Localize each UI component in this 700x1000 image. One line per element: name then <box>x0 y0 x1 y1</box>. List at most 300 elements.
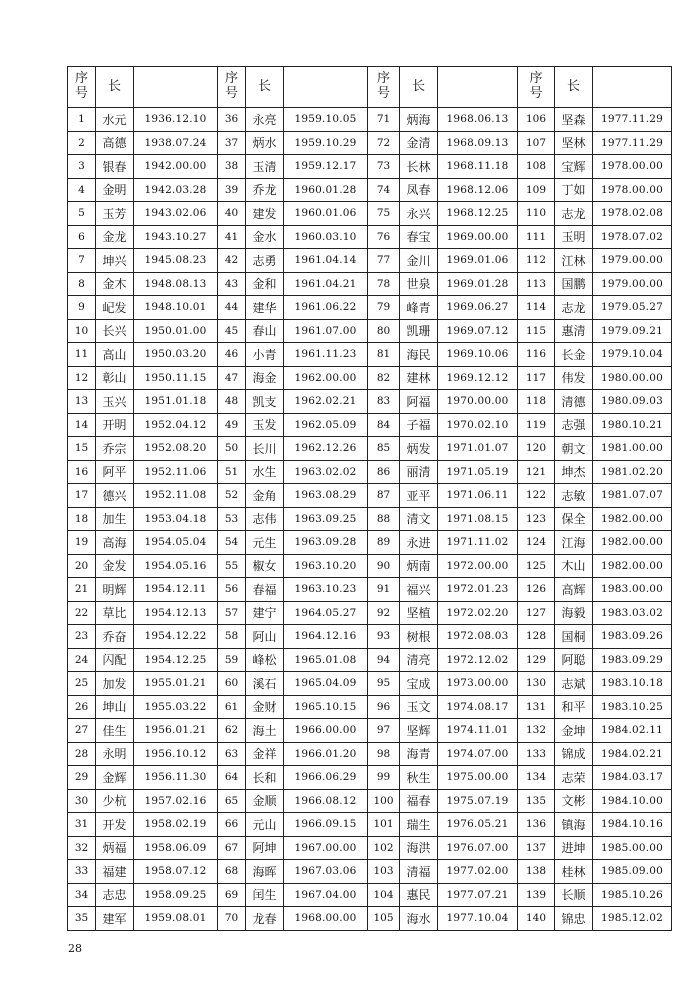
index-cell: 32 <box>68 836 96 860</box>
name-cell: 锦成 <box>555 742 593 766</box>
index-cell: 9 <box>68 296 96 320</box>
data-table <box>67 66 672 931</box>
table-row <box>68 578 672 602</box>
index-cell: 49 <box>218 413 246 437</box>
date-cell: 1950.01.00 <box>134 319 218 343</box>
name-cell: 玉芳 <box>96 202 134 226</box>
table-row <box>68 178 672 202</box>
table-row <box>68 742 672 766</box>
date-cell: 1959.10.05 <box>284 108 368 132</box>
name-cell: 长川 <box>246 437 284 461</box>
index-cell: 127 <box>518 601 555 625</box>
index-cell: 130 <box>518 672 555 696</box>
date-cell: 1950.11.15 <box>134 366 218 390</box>
name-cell: 志敏 <box>555 484 593 508</box>
name-cell: 江海 <box>555 531 593 555</box>
date-cell: 1964.12.16 <box>284 625 368 649</box>
date-cell: 1983.09.26 <box>593 625 672 649</box>
name-cell: 海金 <box>246 366 284 390</box>
name-cell: 峰青 <box>400 296 438 320</box>
index-cell: 80 <box>368 319 400 343</box>
date-cell: 1954.05.16 <box>134 554 218 578</box>
name-cell: 瑞生 <box>400 813 438 837</box>
table-row <box>68 108 672 132</box>
index-cell: 104 <box>368 883 400 907</box>
date-cell: 1961.06.22 <box>284 296 368 320</box>
name-cell: 坚林 <box>555 131 593 155</box>
date-cell: 1951.01.18 <box>134 390 218 414</box>
date-cell: 1955.03.22 <box>134 695 218 719</box>
table-row <box>68 131 672 155</box>
date-cell: 1977.02.00 <box>438 860 518 884</box>
header-date <box>593 67 672 108</box>
name-cell: 长和 <box>246 766 284 790</box>
header-index: 序 号 <box>368 67 400 108</box>
date-cell: 1984.10.16 <box>593 813 672 837</box>
index-cell: 109 <box>518 178 555 202</box>
index-cell: 84 <box>368 413 400 437</box>
date-cell: 1966.08.12 <box>284 789 368 813</box>
name-cell: 炳海 <box>400 108 438 132</box>
name-cell: 木山 <box>555 554 593 578</box>
header-date <box>438 67 518 108</box>
name-cell: 龙春 <box>246 907 284 931</box>
name-cell: 少杭 <box>96 789 134 813</box>
index-cell: 128 <box>518 625 555 649</box>
index-cell: 102 <box>368 836 400 860</box>
index-cell: 66 <box>218 813 246 837</box>
index-cell: 120 <box>518 437 555 461</box>
name-cell: 建发 <box>246 202 284 226</box>
name-cell: 金木 <box>96 272 134 296</box>
name-cell: 永明 <box>96 742 134 766</box>
name-cell: 金龙 <box>96 225 134 249</box>
name-cell: 佳生 <box>96 719 134 743</box>
index-cell: 27 <box>68 719 96 743</box>
index-cell: 2 <box>68 131 96 155</box>
name-cell: 长顺 <box>555 883 593 907</box>
index-cell: 78 <box>368 272 400 296</box>
header-name: 长 <box>555 67 593 108</box>
name-cell: 海民 <box>400 343 438 367</box>
index-cell: 125 <box>518 554 555 578</box>
index-cell: 39 <box>218 178 246 202</box>
header-index: 序 号 <box>218 67 246 108</box>
name-cell: 炳南 <box>400 554 438 578</box>
index-cell: 7 <box>68 249 96 273</box>
name-cell: 加生 <box>96 507 134 531</box>
name-cell: 春福 <box>246 578 284 602</box>
name-cell: 溪石 <box>246 672 284 696</box>
header-index: 序 号 <box>518 67 555 108</box>
date-cell: 1952.04.12 <box>134 413 218 437</box>
index-cell: 56 <box>218 578 246 602</box>
index-cell: 107 <box>518 131 555 155</box>
name-cell: 朝文 <box>555 437 593 461</box>
date-cell: 1962.02.21 <box>284 390 368 414</box>
index-cell: 139 <box>518 883 555 907</box>
name-cell: 玉清 <box>246 155 284 179</box>
name-cell: 金顺 <box>246 789 284 813</box>
name-cell: 镇海 <box>555 813 593 837</box>
index-cell: 85 <box>368 437 400 461</box>
date-cell: 1938.07.24 <box>134 131 218 155</box>
table-row <box>68 554 672 578</box>
table-row <box>68 672 672 696</box>
table-row <box>68 249 672 273</box>
date-cell: 1942.03.28 <box>134 178 218 202</box>
date-cell: 1974.07.00 <box>438 742 518 766</box>
index-cell: 46 <box>218 343 246 367</box>
name-cell: 树根 <box>400 625 438 649</box>
index-cell: 18 <box>68 507 96 531</box>
date-cell: 1967.00.00 <box>284 836 368 860</box>
index-cell: 135 <box>518 789 555 813</box>
name-cell: 长兴 <box>96 319 134 343</box>
index-cell: 1 <box>68 108 96 132</box>
date-cell: 1971.06.11 <box>438 484 518 508</box>
header-date <box>134 67 218 108</box>
index-cell: 94 <box>368 648 400 672</box>
index-cell: 59 <box>218 648 246 672</box>
index-cell: 137 <box>518 836 555 860</box>
table-row <box>68 648 672 672</box>
table-row <box>68 366 672 390</box>
date-cell: 1971.01.07 <box>438 437 518 461</box>
name-cell: 锦忠 <box>555 907 593 931</box>
index-cell: 26 <box>68 695 96 719</box>
name-cell: 江林 <box>555 249 593 273</box>
name-cell: 闪配 <box>96 648 134 672</box>
index-cell: 100 <box>368 789 400 813</box>
name-cell: 玉文 <box>400 695 438 719</box>
date-cell: 1957.02.16 <box>134 789 218 813</box>
date-cell: 1983.09.29 <box>593 648 672 672</box>
date-cell: 1954.05.04 <box>134 531 218 555</box>
date-cell: 1968.12.25 <box>438 202 518 226</box>
name-cell: 小青 <box>246 343 284 367</box>
name-cell: 阿聪 <box>555 648 593 672</box>
index-cell: 35 <box>68 907 96 931</box>
name-cell: 加发 <box>96 672 134 696</box>
date-cell: 1945.08.23 <box>134 249 218 273</box>
index-cell: 51 <box>218 460 246 484</box>
date-cell: 1961.04.21 <box>284 272 368 296</box>
index-cell: 122 <box>518 484 555 508</box>
index-cell: 75 <box>368 202 400 226</box>
date-cell: 1977.07.21 <box>438 883 518 907</box>
index-cell: 19 <box>68 531 96 555</box>
name-cell: 国鹏 <box>555 272 593 296</box>
index-cell: 31 <box>68 813 96 837</box>
index-cell: 16 <box>68 460 96 484</box>
index-cell: 93 <box>368 625 400 649</box>
date-cell: 1962.00.00 <box>284 366 368 390</box>
date-cell: 1954.12.13 <box>134 601 218 625</box>
date-cell: 1971.08.15 <box>438 507 518 531</box>
index-cell: 83 <box>368 390 400 414</box>
index-cell: 23 <box>68 625 96 649</box>
name-cell: 建华 <box>246 296 284 320</box>
table-row <box>68 883 672 907</box>
date-cell: 1968.00.00 <box>284 907 368 931</box>
name-cell: 金辉 <box>96 766 134 790</box>
name-cell: 坤杰 <box>555 460 593 484</box>
date-cell: 1982.00.00 <box>593 507 672 531</box>
date-cell: 1972.02.20 <box>438 601 518 625</box>
index-cell: 77 <box>368 249 400 273</box>
index-cell: 81 <box>368 343 400 367</box>
date-cell: 1985.00.00 <box>593 836 672 860</box>
date-cell: 1964.05.27 <box>284 601 368 625</box>
name-cell: 阿坤 <box>246 836 284 860</box>
date-cell: 1978.00.00 <box>593 178 672 202</box>
name-cell: 海土 <box>246 719 284 743</box>
date-cell: 1959.12.17 <box>284 155 368 179</box>
name-cell: 坚植 <box>400 601 438 625</box>
name-cell: 清文 <box>400 507 438 531</box>
table-row <box>68 390 672 414</box>
name-cell: 丽清 <box>400 460 438 484</box>
index-cell: 57 <box>218 601 246 625</box>
index-cell: 33 <box>68 860 96 884</box>
name-cell: 桂林 <box>555 860 593 884</box>
index-cell: 117 <box>518 366 555 390</box>
index-cell: 5 <box>68 202 96 226</box>
date-cell: 1972.00.00 <box>438 554 518 578</box>
name-cell: 闰生 <box>246 883 284 907</box>
name-cell: 春山 <box>246 319 284 343</box>
name-cell: 高海 <box>96 531 134 555</box>
name-cell: 玉发 <box>246 413 284 437</box>
index-cell: 65 <box>218 789 246 813</box>
date-cell: 1960.03.10 <box>284 225 368 249</box>
index-cell: 89 <box>368 531 400 555</box>
name-cell: 海水 <box>400 907 438 931</box>
date-cell: 1983.10.18 <box>593 672 672 696</box>
name-cell: 志斌 <box>555 672 593 696</box>
date-cell: 1981.07.07 <box>593 484 672 508</box>
table-row <box>68 272 672 296</box>
date-cell: 1971.05.19 <box>438 460 518 484</box>
name-cell: 乔龙 <box>246 178 284 202</box>
index-cell: 74 <box>368 178 400 202</box>
date-cell: 1979.09.21 <box>593 319 672 343</box>
date-cell: 1966.09.15 <box>284 813 368 837</box>
name-cell: 炳福 <box>96 836 134 860</box>
date-cell: 1958.07.12 <box>134 860 218 884</box>
date-cell: 1969.07.12 <box>438 319 518 343</box>
date-cell: 1958.06.09 <box>134 836 218 860</box>
index-cell: 64 <box>218 766 246 790</box>
name-cell: 和平 <box>555 695 593 719</box>
index-cell: 11 <box>68 343 96 367</box>
date-cell: 1978.00.00 <box>593 155 672 179</box>
name-cell: 志荣 <box>555 766 593 790</box>
date-cell: 1936.12.10 <box>134 108 218 132</box>
name-cell: 玉明 <box>555 225 593 249</box>
date-cell: 1960.01.28 <box>284 178 368 202</box>
table-row <box>68 296 672 320</box>
index-cell: 88 <box>368 507 400 531</box>
index-cell: 62 <box>218 719 246 743</box>
date-cell: 1959.08.01 <box>134 907 218 931</box>
date-cell: 1968.12.06 <box>438 178 518 202</box>
date-cell: 1984.02.21 <box>593 742 672 766</box>
index-cell: 126 <box>518 578 555 602</box>
name-cell: 金明 <box>96 178 134 202</box>
index-cell: 44 <box>218 296 246 320</box>
index-cell: 111 <box>518 225 555 249</box>
index-cell: 68 <box>218 860 246 884</box>
index-cell: 40 <box>218 202 246 226</box>
date-cell: 1956.10.12 <box>134 742 218 766</box>
name-cell: 长金 <box>555 343 593 367</box>
date-cell: 1970.00.00 <box>438 390 518 414</box>
name-cell: 阿平 <box>96 460 134 484</box>
name-cell: 彰山 <box>96 366 134 390</box>
index-cell: 58 <box>218 625 246 649</box>
index-cell: 37 <box>218 131 246 155</box>
name-cell: 金川 <box>400 249 438 273</box>
date-cell: 1954.12.11 <box>134 578 218 602</box>
name-cell: 永亮 <box>246 108 284 132</box>
name-cell: 炳发 <box>400 437 438 461</box>
index-cell: 116 <box>518 343 555 367</box>
table-row <box>68 719 672 743</box>
index-cell: 115 <box>518 319 555 343</box>
date-cell: 1969.01.06 <box>438 249 518 273</box>
index-cell: 20 <box>68 554 96 578</box>
date-cell: 1961.07.00 <box>284 319 368 343</box>
date-cell: 1983.10.25 <box>593 695 672 719</box>
date-cell: 1963.09.28 <box>284 531 368 555</box>
index-cell: 136 <box>518 813 555 837</box>
name-cell: 椒女 <box>246 554 284 578</box>
date-cell: 1969.12.12 <box>438 366 518 390</box>
index-cell: 133 <box>518 742 555 766</box>
index-cell: 124 <box>518 531 555 555</box>
date-cell: 1955.01.21 <box>134 672 218 696</box>
table-row <box>68 484 672 508</box>
index-cell: 63 <box>218 742 246 766</box>
date-cell: 1970.02.10 <box>438 413 518 437</box>
date-cell: 1956.01.21 <box>134 719 218 743</box>
date-cell: 1950.03.20 <box>134 343 218 367</box>
date-cell: 1978.02.08 <box>593 202 672 226</box>
name-cell: 春宝 <box>400 225 438 249</box>
name-cell: 乔宗 <box>96 437 134 461</box>
date-cell: 1979.05.27 <box>593 296 672 320</box>
index-cell: 4 <box>68 178 96 202</box>
date-cell: 1977.11.29 <box>593 108 672 132</box>
name-cell: 屺发 <box>96 296 134 320</box>
date-cell: 1948.08.13 <box>134 272 218 296</box>
name-cell: 国桐 <box>555 625 593 649</box>
header-name: 长 <box>96 67 134 108</box>
index-cell: 61 <box>218 695 246 719</box>
date-cell: 1963.09.25 <box>284 507 368 531</box>
name-cell: 建宁 <box>246 601 284 625</box>
name-cell: 金发 <box>96 554 134 578</box>
index-cell: 60 <box>218 672 246 696</box>
index-cell: 76 <box>368 225 400 249</box>
name-cell: 志龙 <box>555 202 593 226</box>
name-cell: 炳水 <box>246 131 284 155</box>
date-cell: 1959.10.29 <box>284 131 368 155</box>
index-cell: 69 <box>218 883 246 907</box>
date-cell: 1954.12.22 <box>134 625 218 649</box>
name-cell: 永兴 <box>400 202 438 226</box>
table-row <box>68 907 672 931</box>
index-cell: 54 <box>218 531 246 555</box>
date-cell: 1983.03.02 <box>593 601 672 625</box>
name-cell: 阿山 <box>246 625 284 649</box>
date-cell: 1962.12.26 <box>284 437 368 461</box>
date-cell: 1960.01.06 <box>284 202 368 226</box>
name-cell: 玉兴 <box>96 390 134 414</box>
date-cell: 1980.00.00 <box>593 366 672 390</box>
index-cell: 92 <box>368 601 400 625</box>
date-cell: 1975.07.19 <box>438 789 518 813</box>
index-cell: 103 <box>368 860 400 884</box>
table-row <box>68 766 672 790</box>
date-cell: 1984.02.11 <box>593 719 672 743</box>
table-row <box>68 413 672 437</box>
name-cell: 坚辉 <box>400 719 438 743</box>
date-cell: 1953.04.18 <box>134 507 218 531</box>
index-cell: 131 <box>518 695 555 719</box>
name-cell: 金清 <box>400 131 438 155</box>
date-cell: 1969.06.27 <box>438 296 518 320</box>
name-cell: 海青 <box>400 742 438 766</box>
index-cell: 34 <box>68 883 96 907</box>
name-cell: 志忠 <box>96 883 134 907</box>
index-cell: 21 <box>68 578 96 602</box>
date-cell: 1966.01.20 <box>284 742 368 766</box>
date-cell: 1976.05.21 <box>438 813 518 837</box>
date-cell: 1967.04.00 <box>284 883 368 907</box>
table-row <box>68 695 672 719</box>
date-cell: 1963.10.20 <box>284 554 368 578</box>
date-cell: 1978.07.02 <box>593 225 672 249</box>
table-row <box>68 625 672 649</box>
name-cell: 惠民 <box>400 883 438 907</box>
date-cell: 1972.01.23 <box>438 578 518 602</box>
index-cell: 41 <box>218 225 246 249</box>
date-cell: 1952.08.20 <box>134 437 218 461</box>
index-cell: 99 <box>368 766 400 790</box>
date-cell: 1965.01.08 <box>284 648 368 672</box>
index-cell: 45 <box>218 319 246 343</box>
name-cell: 子福 <box>400 413 438 437</box>
date-cell: 1974.11.01 <box>438 719 518 743</box>
name-cell: 宝成 <box>400 672 438 696</box>
name-cell: 坤山 <box>96 695 134 719</box>
name-cell: 水生 <box>246 460 284 484</box>
index-cell: 98 <box>368 742 400 766</box>
date-cell: 1979.00.00 <box>593 249 672 273</box>
index-cell: 42 <box>218 249 246 273</box>
index-cell: 113 <box>518 272 555 296</box>
header-date <box>284 67 368 108</box>
name-cell: 海晖 <box>246 860 284 884</box>
name-cell: 惠清 <box>555 319 593 343</box>
name-cell: 凯支 <box>246 390 284 414</box>
name-cell: 坚森 <box>555 108 593 132</box>
date-cell: 1979.00.00 <box>593 272 672 296</box>
index-cell: 14 <box>68 413 96 437</box>
